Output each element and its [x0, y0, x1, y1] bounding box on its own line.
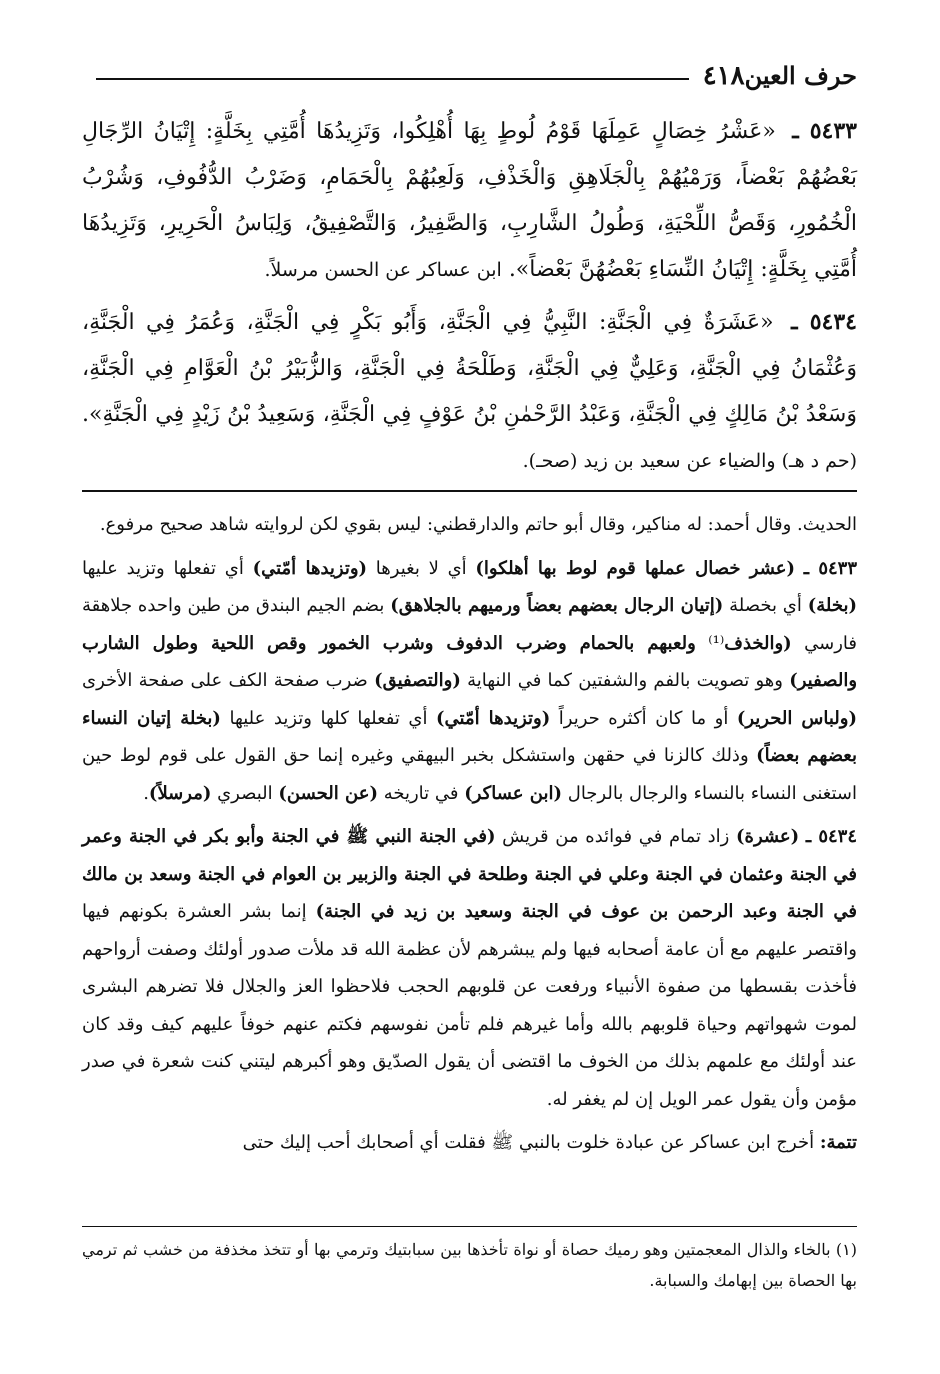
- hadith-number: ٥٤٣٣ ـ: [792, 118, 857, 144]
- commentary-quote: (والخذف: [724, 632, 792, 654]
- header-rule: [96, 78, 689, 80]
- hadith-source: ابن عساكر عن الحسن مرسلاً.: [264, 259, 502, 281]
- commentary-quote: ولعبهم بالحمام وضرب الدفوف وشرب الخمور وقص اللحية وطول الشارب والصفير): [82, 632, 858, 691]
- commentary-section: [82, 506, 857, 1168]
- commentary-body: [82, 558, 857, 804]
- hadith-body: «عَشْرُ خِصَالٍ عَمِلَهَا قَوْمُ لُوطٍ بِهَا أُهْلِكُوا، وَتَزِيدُهَا أُمَّتِي بِخَلَّةٍ: إِتْيَانُ الرِّجَالِ بَعْضُهُمْ بَعْضاً، وَرَمْيُهُمْ بِالْجَلَاهِقِ وَالْخَذْفِ، وَلَعِبُهُمْ بِالْحَمَامِ، وَضَرْبُ الدُّفُوفِ، وَشُرْبُ الْخُمُورِ، وَقَصُّ اللِّحْيَةِ، وَطُولُ الشَّارِبِ، وَالصَّفِيرُ، وَالتَّصْفِيقُ، وَلِبَاسُ الْحَرِيرِ، وَتَزِيدُهَا أُمَّتِي بِخَلَّةٍ: إِتْيَانُ النِّسَاءِ بَعْضُهُنَّ بَعْضاً».: [82, 119, 857, 282]
- commentary-quote: (عن الحسن): [278, 782, 378, 804]
- commentary-explanation: أي تفعلها كلها وتزيد عليها: [220, 707, 437, 729]
- footnote-divider: [82, 1226, 857, 1227]
- commentary-body: [82, 826, 857, 1110]
- commentary-explanation: ضرب صفحة الكف على صفحة الأخرى: [82, 670, 375, 691]
- tatimma-text: أخرج ابن عساكر عن عبادة خلوت بالنبي ﷺ فقلت أي أصحابك أحب إليك حتى: [242, 1132, 820, 1153]
- tatimma-label: تتمة:: [819, 1132, 857, 1153]
- commentary-explanation: وهو تصويت بالفم والشفتين كما في النهاية: [460, 670, 790, 691]
- commentary-explanation: البصري: [211, 782, 279, 804]
- commentary-explanation: أي لا بغيرها: [367, 557, 476, 579]
- hadith-source: (حم د هـ) والضياء عن سعيد بن زيد (صحـ).: [522, 450, 857, 472]
- commentary-quote: (وتزيدها أمّتي): [252, 557, 368, 579]
- commentary-quote: (إتيان الرجال بعضهم بعضاً ورميهم بالجلاهق): [390, 595, 724, 616]
- commentary-explanation: بضم الجيم البندق من طين واحده جلاهقة فارسي: [82, 595, 857, 654]
- hadith-5434: [82, 299, 857, 484]
- commentary-quote: (والتصفيق): [374, 670, 461, 691]
- hadith-number: ٥٤٣٤ ـ: [791, 309, 857, 335]
- commentary-quote: (في الجنة النبي ﷺ في الجنة وأبو بكر في الجنة وعمر في الجنة وعثمان في الجنة وعلي في الجنة وطلحة في الجنة والزبير بن العوام في الجنة وسعد بن مالك في الجنة وعبد الرحمن بن عوف في الجنة وسعيد بن زيد في الجنة): [82, 826, 857, 922]
- commentary-quote: (عشر خصال عملها قوم لوط بها أهلكوا): [475, 557, 796, 579]
- page-number: ٤١٨: [702, 61, 745, 91]
- hadith-text-section: [82, 108, 857, 490]
- book-page: [82, 0, 857, 1374]
- commentary-intro: الحديث. وقال أحمد: له مناكير، وقال أبو حاتم والدارقطني: ليس بقوي لكن لروايته شاهد صحيح مرفوع.: [99, 514, 857, 535]
- commentary-explanation: في تاريخه: [377, 782, 465, 804]
- commentary-explanation: وذلك كالزنا في حقهن واستشكل بخبر البيهقي وغيره إنما حق القول على قوم لوط حين استغنى النساء بالنساء والرجال بالرجال: [82, 745, 857, 804]
- commentary-quote: (مرسلاً): [148, 782, 212, 804]
- commentary-quote: (بخلة إتيان النساء بعضهم بعضاً): [82, 707, 858, 766]
- commentary-explanation: ⁽¹⁾: [695, 632, 725, 654]
- commentary-explanation: أي تفعلها وتزيد عليها: [82, 557, 253, 579]
- commentary-quote: (ابن عساكر): [464, 782, 563, 804]
- footnote: [82, 1234, 857, 1296]
- commentary-number: ٥٤٣٤ ـ: [805, 826, 857, 847]
- commentary-explanation: إنما بشر العشرة بكونهم فيها واقتصر عليهم مع أن عامة أصحابه فيها ولم يبشرهم لأن عظمة الله قد ملأت صدور أولئك وصفت أرواحهم فأخذت بقسطها من صفوة الأنبياء ورفعت عن قلوبهم الحجب فلاحظوا العز والجلال فلا تضرهم البشرى لموت شهواتهم وحياة قلوبهم بالله وأما غيرهم فلم تأمن نفوسهم فكتم عنهم خوفاً عليهم كيف وقد كان عند أولئك مع علمهم بذلك من الخوف ما اقتضى أن يقول الصدّيق وهو أكبرهم ليتني كنت شعرة في صدر مؤمن وأن يقول عمر الويل إن لم يغفر له.: [82, 901, 857, 1110]
- commentary-quote: (وتزيدها أمّتي): [436, 707, 551, 729]
- chapter-title: حرف العين: [744, 61, 857, 90]
- hadith-5433: [82, 108, 857, 293]
- commentary-5433: [82, 550, 857, 813]
- commentary-tatimma: [82, 1124, 857, 1162]
- commentary-explanation: زاد تمام في فوائده من قريش: [495, 826, 736, 847]
- hadith-body: «عَشَرَةٌ فِي الْجَنَّةِ: النَّبِيُّ فِي الْجَنَّةِ، وَأَبُو بَكْرٍ فِي الْجَنَّةِ، وَعُمَرُ فِي الْجَنَّةِ، وَعُثْمَانُ فِي الْجَنَّةِ، وَعَلِيٌّ فِي الْجَنَّةِ، وَطَلْحَةُ فِي الْجَنَّةِ، وَالزُّبَيْرُ بْنُ الْعَوَّامِ فِي الْجَنَّةِ، وَسَعْدُ بْنُ مَالِكٍ فِي الْجَنَّةِ، وَعَبْدُ الرَّحْمٰنِ بْنُ عَوْفٍ فِي الْجَنَّةِ، وَسَعِيدُ بْنُ زَيْدٍ فِي الْجَنَّةِ».: [82, 310, 857, 427]
- page-header: [82, 52, 857, 92]
- section-divider: [82, 490, 857, 492]
- commentary-quote: (عشرة): [736, 826, 800, 847]
- commentary-explanation: أو ما كان أكثره حريراً: [550, 707, 737, 729]
- commentary-5434: [82, 818, 857, 1118]
- commentary-number: ٥٤٣٣ ـ: [803, 557, 857, 579]
- commentary-explanation: .: [143, 782, 149, 804]
- commentary-quote: (ولباس الحرير): [736, 707, 857, 729]
- commentary-quote: (بخلة): [807, 595, 857, 616]
- footnote-text: (١) بالخاء والذال المعجمتين وهو رميك حصاة أو نواة تأخذها بين سبابتيك وترمي بها أو تتخذ مخذفة من خشب ثم ترمي بها الحصاة بين إبهامك والسبابة.: [82, 1240, 858, 1290]
- commentary-explanation: أي بخصلة: [723, 595, 808, 616]
